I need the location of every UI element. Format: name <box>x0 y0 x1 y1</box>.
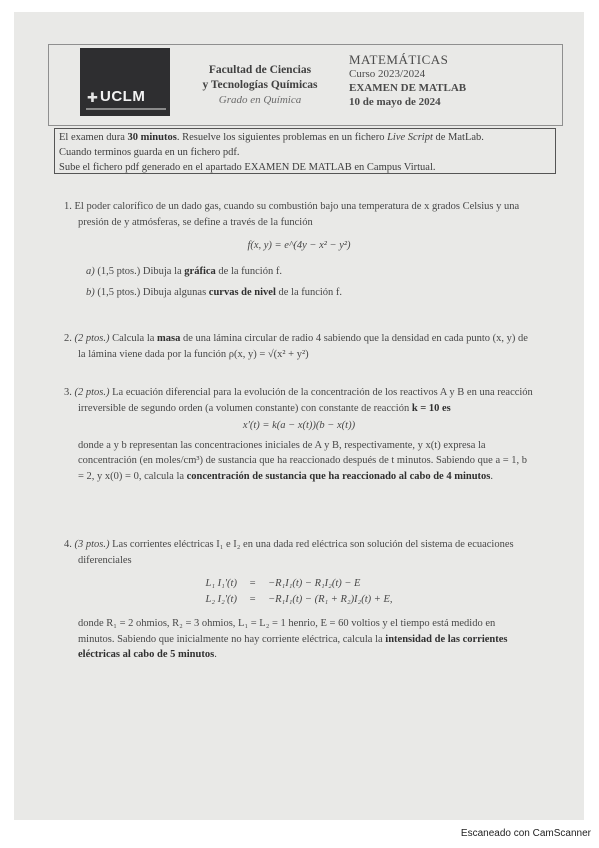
faculty-name: Facultad de Ciencias y Tecnologías Químicas Grado en Química <box>196 63 324 108</box>
uclm-logo <box>80 48 170 116</box>
logo-text: UCLM <box>100 88 146 105</box>
equation-f: f(x, y) = e^(4y − x² − y²) <box>247 240 351 251</box>
problem-4: 4. (3 ptos.) Las corrientes eléctricas I₁ e I₂ en una dada red eléctrica son solución del sistema de ecuaciones diferenciales L₁ I₁′(t) = −R₁I₁(t) − R₁I₂(t) − E L₂ I₂′(t) = −R₁I₁(t) − (R₁ + R₂)I₂(t) + E, donde R₁ = 2 ohmios, R₂ = 3 ohmios, L₁ = L₂ = 1 henrio, E = 60 voltios y el tiempo está medido en minutos. Sabiendo que inicialmente no hay corriente eléctrica, calcula la intensidad de las corrientes eléctricas al cabo de 5 minutos. <box>64 539 514 660</box>
subject: MATEMÁTICAS <box>349 52 449 67</box>
logo-subtitle-bar <box>86 108 166 110</box>
exam-info <box>349 53 466 109</box>
exam-date: 10 de mayo de 2024 <box>349 96 441 108</box>
cross-icon: ✚ <box>87 90 98 105</box>
problem-1: 1. El poder calorífico de un dado gas, cuando su combustión bajo una temperatura de x grados Celsius y una presión de y atmósferas, se define a través de la función f(x, y) = e^(4y − x² − y²) a) (1,5 ptos.) Dibuja la gráfica de la función f. b) (1,5 ptos.) Dibuja algunas curvas de nivel de la función f. <box>64 199 534 301</box>
course-year: Curso 2023/2024 <box>349 68 426 80</box>
problem-2: 2. (2 ptos.) Calcula la masa de una lámina circular de radio 4 sabiendo que la densidad en cada punto (x, y) de la lámina viene dada por la función ρ(x, y) = √(x² + y²) <box>64 333 528 360</box>
instructions-box: El examen dura 30 minutos. Resuelve los siguientes problemas en un fichero Live Script de MatLab. Cuando terminos guarda en un fichero pdf. Sube el fichero pdf generado en el apartado EXAMEN DE MATLAB en Campus Virtual. <box>54 128 556 174</box>
equation-system: L₁ I₁′(t) = −R₁I₁(t) − R₁I₂(t) − E L₂ I₂′(t) = −R₁I₁(t) − (R₁ + R₂)I₂(t) + E, <box>205 578 393 605</box>
scanner-watermark: Escaneado con CamScanner <box>460 828 591 839</box>
degree: Grado en Química <box>218 94 302 106</box>
equation-x: x′(t) = k(a − x(t))(b − x(t)) <box>242 420 356 431</box>
exam-title: EXAMEN DE MATLAB <box>349 82 467 94</box>
problem-3: 3. (2 ptos.) La ecuación diferencial para la evolución de la concentración de los reactivos A y B en una reacción irreversible de segundo orden (a volumen constante) con constante de reacción k = 10 es x′(t) = k(a − x(t))(b − x(t)) donde a y b representan las concentraciones iniciales de A y B, respectivamente, y x(t) expresa la concentración (en moles/cm³) de sustancia que ha reaccionado después de t minutos. Sabiendo que a = 1, b = 2, y x(0) = 0, calcula la concentración de sustancia que ha reaccionado al cabo de 4 minutos. <box>64 387 533 482</box>
